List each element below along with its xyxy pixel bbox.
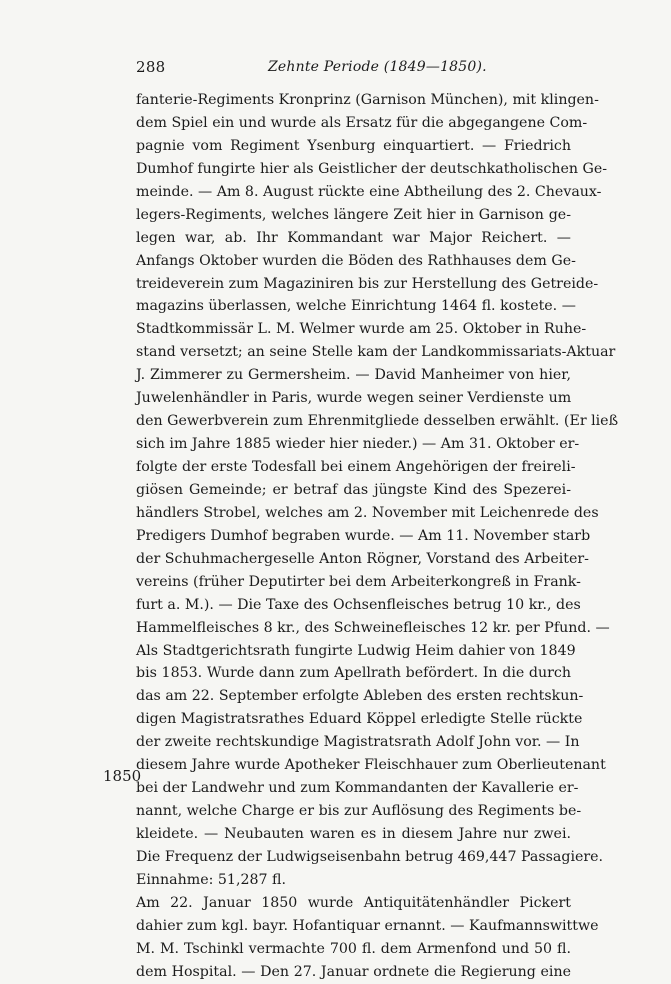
text-line: meinde. — Am 8. August rückte eine Abtheilung des 2. Chevaux- (136, 183, 602, 200)
text-line: vereins (früher Deputirter bei dem Arbeiterkongreß in Frank- (136, 573, 581, 590)
text-line: M. M. Tschinkl vermachte 700 fl. dem Armenfond und 50 fl. (136, 940, 571, 957)
text-line: der Schuhmachergeselle Anton Rögner, Vorstand des Arbeiter- (136, 550, 589, 567)
text-line: Anfangs Oktober wurden die Böden des Rathhauses dem Ge- (136, 252, 576, 269)
text-line: digen Magistratsrathes Eduard Köppel erledigte Stelle rückte (136, 711, 583, 728)
text-line: nannt, welche Charge er bis zur Auflösung des Regiments be- (136, 803, 582, 820)
text-line: treideverein zum Magaziniren bis zur Herstellung des Getreide- (136, 275, 599, 292)
text-line: Juwelenhändler in Paris, wurde wegen seiner Verdienste um (136, 390, 572, 407)
text-line: Stadtkommissär L. M. Welmer wurde am 25. Oktober in Ruhe- (136, 321, 587, 338)
text-line: J. Zimmerer zu Germersheim. — David Manheimer von hier, (136, 367, 571, 384)
page-header (136, 58, 571, 78)
text-line: diesem Jahre wurde Apotheker Fleischhauer zum Oberlieutenant (136, 757, 606, 774)
text-line: bis 1853. Wurde dann zum Apellrath befördert. In die durch (136, 665, 571, 682)
text-line: Als Stadtgerichtsrath fungirte Ludwig Heim dahier von 1849 (136, 642, 576, 659)
text-line: legers-Regiments, welches längere Zeit hier in Garnison ge- (136, 206, 571, 223)
text-line: dem Spiel ein und wurde als Ersatz für die abgegangene Com- (136, 114, 588, 131)
text-line: legen war, ab. Ihr Kommandant war Major Reichert. — (136, 229, 571, 246)
text-line: den Gewerbverein zum Ehrenmitgliede desselben erwählt. (Er ließ (136, 413, 619, 430)
text-line: magazins überlassen, welche Einrichtung 1464 fl. kostete. — (136, 298, 576, 315)
text-line: der zweite rechtskundige Magistratsrath Adolf John vor. — In (136, 734, 580, 751)
text-line: kleidete. — Neubauten waren es in diesem Jahre nur zwei. (136, 826, 571, 842)
text-line: sich im Jahre 1885 wieder hier nieder.) — Am 31. Oktober er- (136, 436, 580, 453)
text-line: bei der Landwehr und zum Kommandanten der Kavallerie er- (136, 780, 579, 797)
text-line: dahier zum kgl. bayr. Hofantiquar ernannt. — Kaufmannswittwe (136, 917, 599, 934)
page-number: 288 (136, 58, 166, 76)
text-line: Hammelfleisches 8 kr., des Schweinefleisches 12 kr. per Pfund. — (136, 619, 610, 636)
text-line: Einnahme: 51,287 fl. (136, 871, 287, 888)
text-line: stand versetzt; an seine Stelle kam der Landkommissariats-Aktuar (136, 344, 616, 361)
text-line: Predigers Dumhof begraben wurde. — Am 11. November starb (136, 527, 591, 544)
text-line: furt a. M.). — Die Taxe des Ochsenfleisches betrug 10 kr., des (136, 596, 581, 613)
text-line: Am 22. Januar 1850 wurde Antiquitätenhändler Pickert (136, 894, 571, 911)
running-title: Zehnte Periode (1849—1850). (268, 59, 487, 75)
text-line: fanterie-Regiments Kronprinz (Garnison München), mit klingen- (136, 92, 599, 108)
text-line: Die Frequenz der Ludwigseisenbahn betrug 469,447 Passagiere. (136, 848, 604, 865)
margin-year-note: 1850 (103, 767, 142, 785)
body-text (136, 89, 619, 984)
text-line: dem Hospital. — Den 27. Januar ordnete die Regierung eine (136, 963, 571, 980)
text-line: händlers Strobel, welches am 2. November mit Leichenrede des (136, 504, 599, 521)
text-line: giösen Gemeinde; er betraf das jüngste Kind des Spezerei- (136, 481, 571, 498)
text-line: folgte der erste Todesfall bei einem Angehörigen der freireli- (136, 459, 576, 475)
text-line: Dumhof fungirte hier als Geistlicher der deutschkatholischen Ge- (136, 160, 608, 177)
text-line: pagnie vom Regiment Ysenburg einquartiert. — Friedrich (136, 137, 571, 154)
text-line: das am 22. September erfolgte Ableben des ersten rechtskun- (136, 688, 584, 705)
